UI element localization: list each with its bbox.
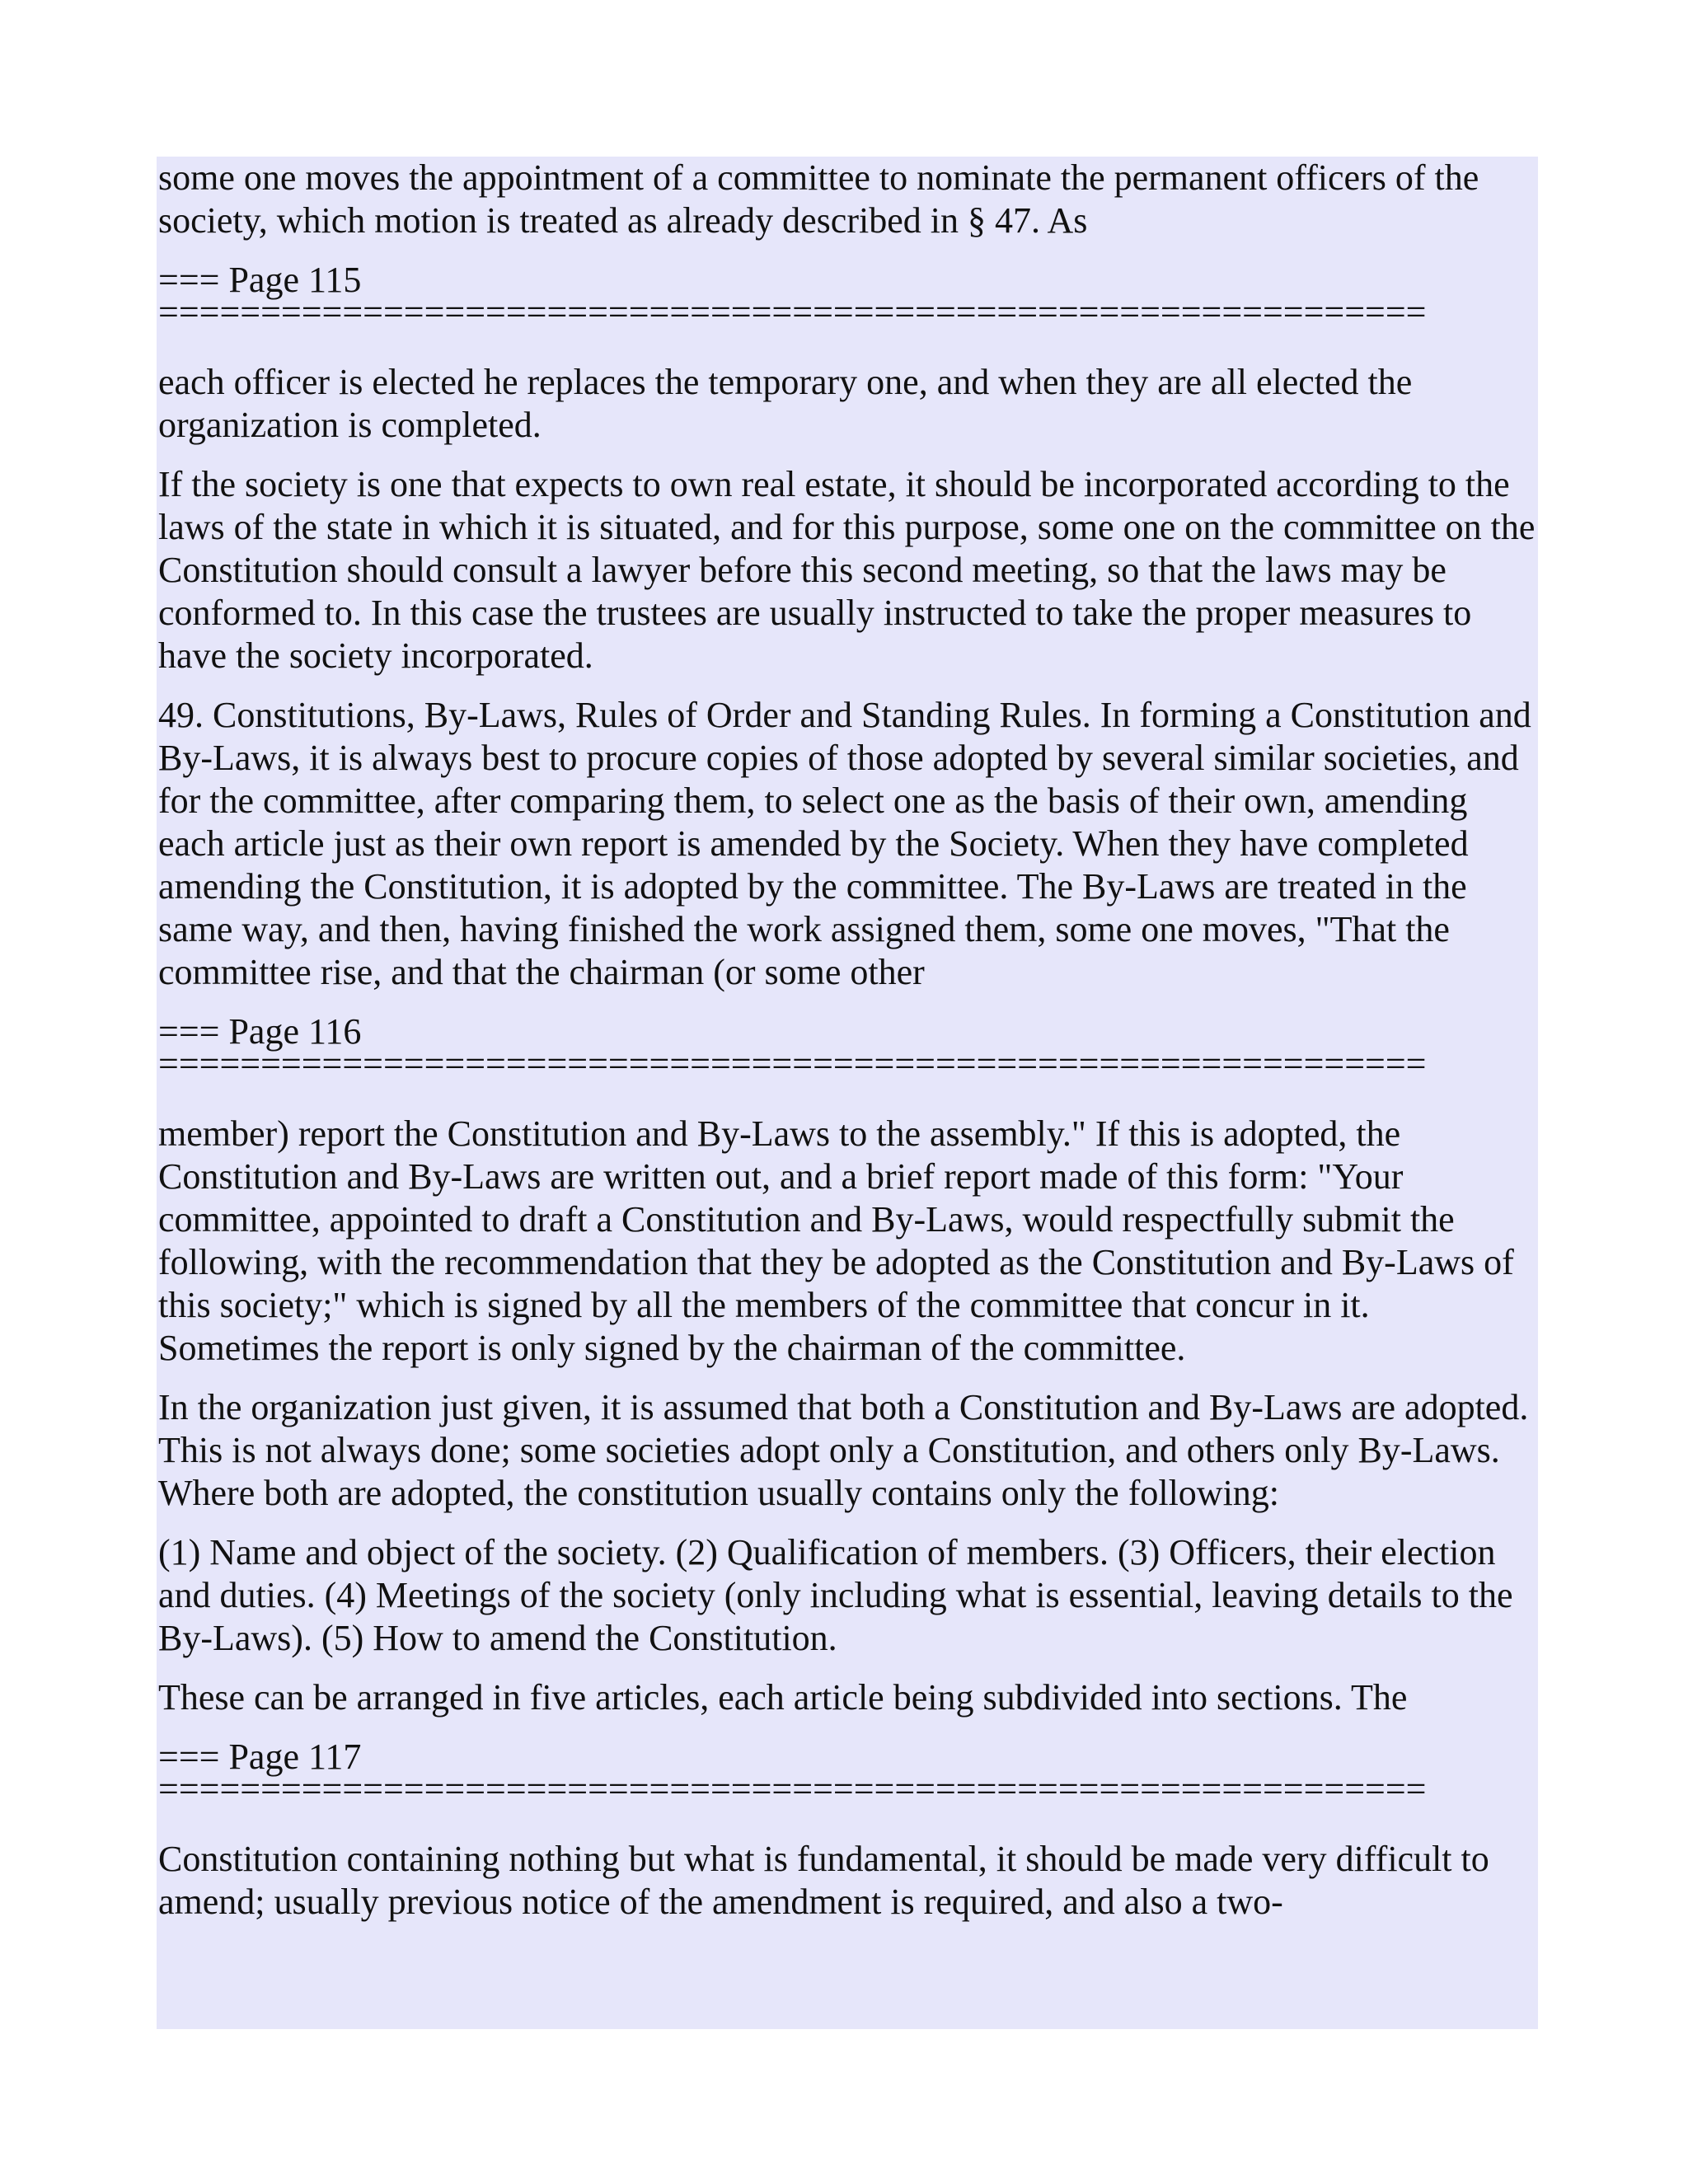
page-marker — [158, 1736, 1538, 1800]
page-marker-label: === Page 115 — [158, 260, 362, 300]
paragraph: member) report the Constitution and By-Laws to the assembly." If this is adopted, the Constitution and By-Laws are written out, and a brief report made of this form: "Your committee, appointed to draft a Constitution and By-Laws, would respectfully submit the following, with the recommendation that they be adopted as the Constitution and By-Laws of this society;" which is signed by all the members of the committee that concur in it. Sometimes the report is only signed by the chairman of the committee. — [158, 1113, 1514, 1368]
paragraph: Constitution containing nothing but what is fundamental, it should be made very difficult to amend; usually previous notice of the amendment is required, and also a two- — [158, 1839, 1489, 1922]
paragraph: (1) Name and object of the society. (2) Qualification of members. (3) Officers, their election and duties. (4) Meetings of the society (only including what is essential, leaving details to the By-Laws). (5) How to amend the Constitution. — [158, 1532, 1513, 1658]
paragraph: some one moves the appointment of a committee to nominate the permanent officers of the society, which motion is treated as already described in § 47. As — [158, 157, 1479, 241]
page-marker-rule: ============================================================== — [158, 302, 1427, 323]
document-text-flow — [157, 157, 1538, 1924]
paragraph: These can be arranged in five articles, each article being subdivided into sections. The — [158, 1677, 1408, 1718]
page-marker — [158, 259, 1538, 323]
paragraph: In the organization just given, it is assumed that both a Constitution and By-Laws are adopted. This is not always done; some societies adopt only a Constitution, and others only By-Laws. Where both are adopted, the constitution usually contains only the following: — [158, 1387, 1529, 1513]
page-marker-rule: ============================================================== — [158, 1053, 1427, 1075]
paragraph: If the society is one that expects to own real estate, it should be incorporated according to the laws of the state in which it is situated, and for this purpose, some one on the committee on the Constitution should consult a lawyer before this second meeting, so that the laws may be conformed to. In this case the trustees are usually instructed to take the proper measures to have the society incorporated. — [158, 464, 1536, 676]
page-marker-rule: ============================================================== — [158, 1779, 1427, 1800]
page-marker-label: === Page 117 — [158, 1736, 362, 1777]
paragraph: each officer is elected he replaces the temporary one, and when they are all elected the organization is completed. — [158, 362, 1413, 445]
page-marker-label: === Page 116 — [158, 1011, 362, 1052]
paragraph: 49. Constitutions, By-Laws, Rules of Order and Standing Rules. In forming a Constitution and By-Laws, it is always best to procure copies of those adopted by several similar societies, and for the committee, after comparing them, to select one as the basis of their own, amending each article just as their own report is amended by the Society. When they have completed amending the Constitution, it is adopted by the committee. The By-Laws are treated in the same way, and then, having finished the work assigned them, some one moves, "That the committee rise, and that the chairman (or some other — [158, 695, 1531, 992]
page-marker — [158, 1010, 1538, 1075]
document-page — [157, 157, 1538, 2029]
